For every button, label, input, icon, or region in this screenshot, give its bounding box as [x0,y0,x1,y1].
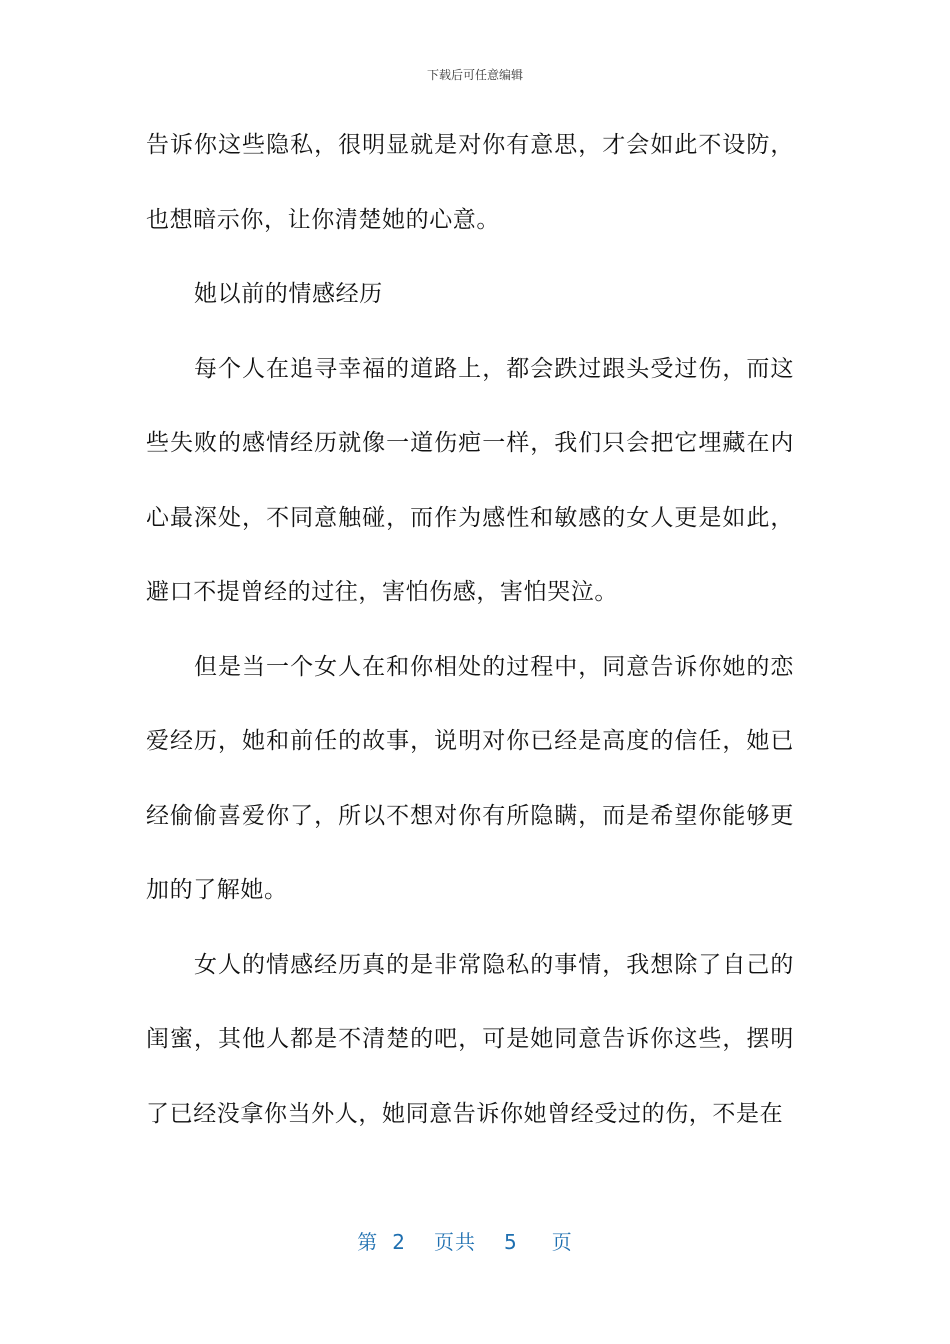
header-note: 下载后可任意编辑 [426,68,523,82]
footer-prefix: 第 [357,1230,379,1254]
paragraph-continued: 告诉你这些隐私，很明显就是对你有意思，才会如此不设防，也想暗示你，让你清楚她的心意。 [146,132,794,233]
paragraph: 每个人在追寻幸福的道路上，都会跌过跟头受过伤，而这些失败的感情经历就像一道伤疤一样，我们只会把它埋藏在内心最深处，不同意触碰，而作为感性和敏感的女人更是如此，避口不提曾经的过往，害怕伤感，害怕哭泣。 [146,355,794,605]
section-heading: 她以前的情感经历 [194,281,383,307]
footer-suffix: 页 [551,1230,573,1254]
current-page-number: 2 [392,1230,406,1254]
page-number-footer [0,1226,950,1255]
total-pages-number: 5 [504,1230,518,1254]
paragraph: 女人的情感经历真的是非常隐私的事情，我想除了自己的闺蜜，其他人都是不清楚的吧，可是她同意告诉你这些，摆明了已经没拿你当外人，她同意告诉你她曾经受过的伤，不是在 [146,951,794,1127]
paragraph: 但是当一个女人在和你相处的过程中，同意告诉你她的恋爱经历，她和前任的故事，说明对你已经是高度的信任，她已经偷偷喜爱你了，所以不想对你有所隐瞒，而是希望你能够更加的了解她。 [146,653,794,903]
footer-middle: 页共 [434,1230,476,1254]
document-body [146,108,794,1151]
